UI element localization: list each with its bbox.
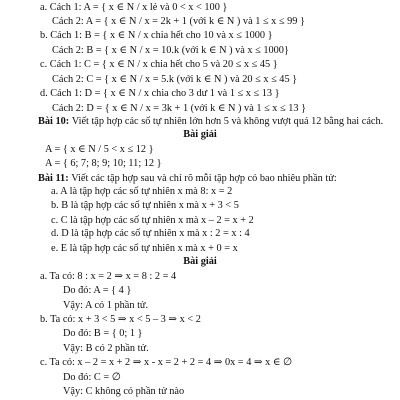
bai11-sol-b-line1: b. Ta có: x + 3 < 5 ⇒ x < 5 – 3 ⇒ x < 2 bbox=[40, 313, 201, 325]
bai10-set-cach1: A = { x ∈ N / 5 < x ≤ 12 } bbox=[45, 143, 154, 155]
bai9-d-cach1: d. Cách 1: D = { x ∈ N / x chia cho 3 dư 1 và 1 ≤ x ≤ 13 } bbox=[40, 88, 280, 100]
bai11-item-a: a. A là tập hợp các số tự nhiên x mà 8: x = 2 bbox=[51, 186, 233, 198]
bai10-solution-heading: Bài giải bbox=[183, 129, 217, 141]
bai11-text: Viết các tập hợp sau và chỉ rõ mỗi tập hợp có bao nhiêu phần tử: bbox=[71, 172, 337, 184]
bai9-c-cach2: Cách 2: C = { x ∈ N / x = 5.k (với k ∈ N ) và 20 ≤ x ≤ 45 } bbox=[52, 73, 298, 85]
bai11-item-b: b. B là tập hợp các số tự nhiên x mà x + 3 < 5 bbox=[51, 200, 239, 212]
bai10-question: Bài 10: Viết tập hợp các số tự nhiên lớn hơn 5 và không vượt quá 12 bằng hai cách. bbox=[38, 116, 384, 128]
bai11-sol-c-line3: Vậy: C không có phần tử nào bbox=[63, 386, 185, 397]
bai9-b-cach1: b. Cách 1: B = { x ∈ N / x chia hết cho 10 và x ≤ 1000 } bbox=[40, 30, 273, 42]
bai9-a-cach1: a. Cách 1: A = { x ∈ N / x lẻ và 0 < x < 100 } bbox=[40, 2, 228, 13]
bai11-item-d: d. D là tập hợp các số tự nhiên x mà x : 2 = x : 4 bbox=[51, 228, 250, 240]
bai9-d-cach2: Cách 2: D = { x ∈ N / x = 3k + 1 (với k ∈ N ) và 1 ≤ x ≤ 13 } bbox=[52, 102, 307, 114]
bai11-sol-c-line1: c. Ta có: x – 2 = x + 2 ⇒ x - x = 2 + 2 = 4 ⇒ 0x = 4 ⇒ x ∈ ∅ bbox=[40, 357, 293, 369]
bai11-sol-a-line1: a. Ta có: 8 : x = 2 ⇒ x = 8 : 2 = 4 bbox=[40, 270, 177, 282]
bai11-sol-c-line2: Do đó: C = ∅ bbox=[63, 371, 121, 383]
bai11-item-e: e. E là tập hợp các số tự nhiên x mà x + 0 = x bbox=[51, 242, 238, 254]
bai10-text: Viết tập hợp các số tự nhiên lớn hơn 5 và không vượt quá 12 bằng hai cách. bbox=[71, 116, 384, 128]
bai11-sol-b-line3: Vậy: B có 2 phần tử. bbox=[63, 342, 149, 354]
bai10-label: Bài 10 bbox=[38, 116, 66, 128]
bai11-sol-b-line2: Do đó: B = { 0; 1 } bbox=[63, 328, 143, 340]
bai11-question: Bài 11: Viết các tập hợp sau và chỉ rõ mỗi tập hợp có bao nhiêu phần tử: bbox=[38, 172, 337, 184]
bai11-item-c: c. C là tập hợp các số tự nhiên x mà x – 2 = x + 2 bbox=[51, 214, 254, 226]
bai11-solution-heading: Bài giải bbox=[183, 256, 217, 268]
bai11-sol-a-line3: Vậy: A có 1 phần tử. bbox=[63, 299, 149, 311]
bai10-set-cach2: A = { 6; 7; 8; 9; 10; 11; 12 } bbox=[45, 158, 162, 170]
bai11-sol-a-line2: Do đó: A = { 4 } bbox=[63, 285, 132, 297]
bai9-b-cach2: Cách 2: B = { x ∈ N / x = 10.k (với k ∈ N ) và x ≤ 1000} bbox=[52, 44, 289, 56]
bai9-c-cach1: c. Cách 1: C = { x ∈ N / x chia hết cho 5 và 20 ≤ x ≤ 45 } bbox=[40, 59, 278, 71]
bai11-label: Bài 11 bbox=[38, 172, 66, 184]
bai9-a-cach2: Cách 2: A = { x ∈ N / x = 2k + 1 (với k ∈ N ) và 1 ≤ x ≤ 99 } bbox=[52, 15, 305, 27]
